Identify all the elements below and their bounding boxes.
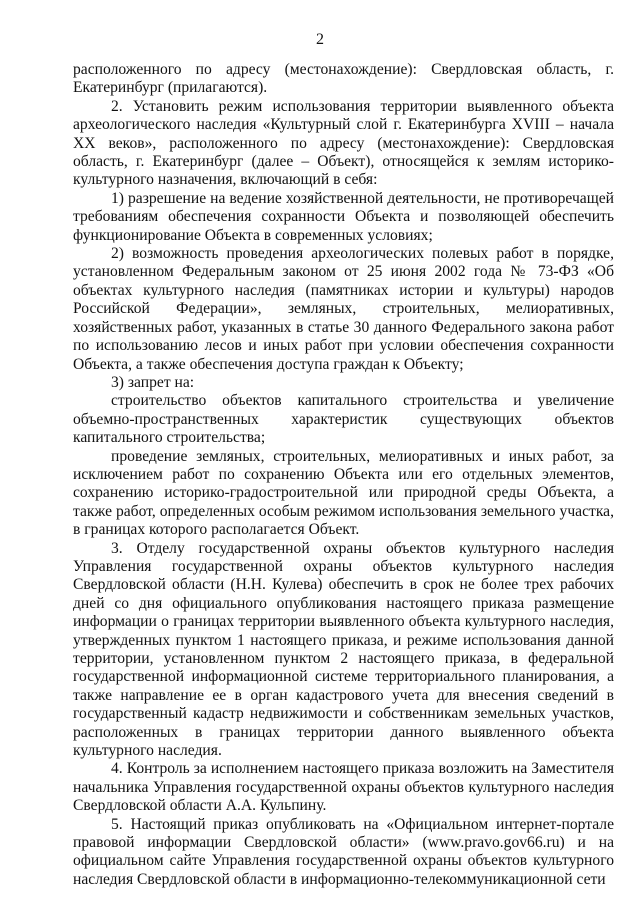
paragraph-prohibition-works: проведение земляных, строительных, мелиоративных и иных работ, за исключением работ по сохранению Объекта или его отдельных элементов, сохранению историко-градостроительной или природной среды Объекта, а также работ, определенных особым режимом использования земельного участка, в границах которого располагается Объект. xyxy=(73,447,614,539)
paragraph-clause-2: 2. Установить режим использования территории выявленного объекта археологического наследия «Культурный слой г. Екатеринбурга XVIII – начала XX веков», расположенного по адресу (местонахождение): Свердловская область, г. Екатеринбург (далее – Объект), относящейся к землям историко-культурного назначения, включающий в себя: xyxy=(73,97,614,189)
paragraph-continuation: расположенного по адресу (местонахождение): Свердловская область, г. Екатеринбург (прилагаются). xyxy=(73,61,614,97)
document-body xyxy=(73,61,614,889)
paragraph-clause-4: 4. Контроль за исполнением настоящего приказа возложить на Заместителя начальника Управления государственной охраны объектов культурного наследия Свердловской области А.А. Кульпину. xyxy=(73,760,614,815)
paragraph-item-3: 3) запрет на: xyxy=(111,373,195,391)
paragraph-item-2: 2) возможность проведения археологических полевых работ в порядке, установленном Федеральным законом от 25 июня 2002 года № 73-ФЗ «Об объектах культурного наследия (памятниках истории и культуры) народов Российской Федерации», земляных, строительных, мелиоративных, хозяйственных работ, указанных в статье 30 данного Федерального закона работ по использованию лесов и иных работ при условии обеспечения сохранности Объекта, а также обеспечения доступа граждан к Объекту; xyxy=(73,245,614,373)
paragraph-clause-3: 3. Отделу государственной охраны объектов культурного наследия Управления государственной охраны объектов культурного наследия Свердловской области (Н.Н. Кулева) обеспечить в срок не более трех рабочих дней со дня официального опубликования настоящего приказа размещение информации о границах территории выявленного объекта культурного наследия, утвержденных пунктом 1 настоящего приказа, и режиме использования данной территории, установленном пунктом 2 настоящего приказа, в федеральной государственной информационной системе территориального планирования, а также направление ее в орган кадастрового учета для внесения сведений в государственный кадастр недвижимости и собственникам земельных участков, расположенных в границах территории данного выявленного объекта культурного наследия. xyxy=(73,539,614,760)
page-number: 2 xyxy=(316,31,324,48)
paragraph-prohibition-construction: строительство объектов капитального строительства и увеличение объемно-пространственных характеристик существующих объектов капитального строительства; xyxy=(73,392,614,447)
paragraph-clause-5: 5. Настоящий приказ опубликовать на «Официальном интернет-портале правовой информации Свердловской области» (www.pravo.gov66.ru) и на официальном сайте Управления государственной охраны объектов культурного наследия Свердловской области в информационно-телекоммуникационной сети xyxy=(73,815,614,888)
paragraph-item-1: 1) разрешение на ведение хозяйственной деятельности, не противоречащей требованиям обеспечения сохранности Объекта и позволяющей обеспечить функционирование Объекта в современных условиях; xyxy=(73,189,614,244)
